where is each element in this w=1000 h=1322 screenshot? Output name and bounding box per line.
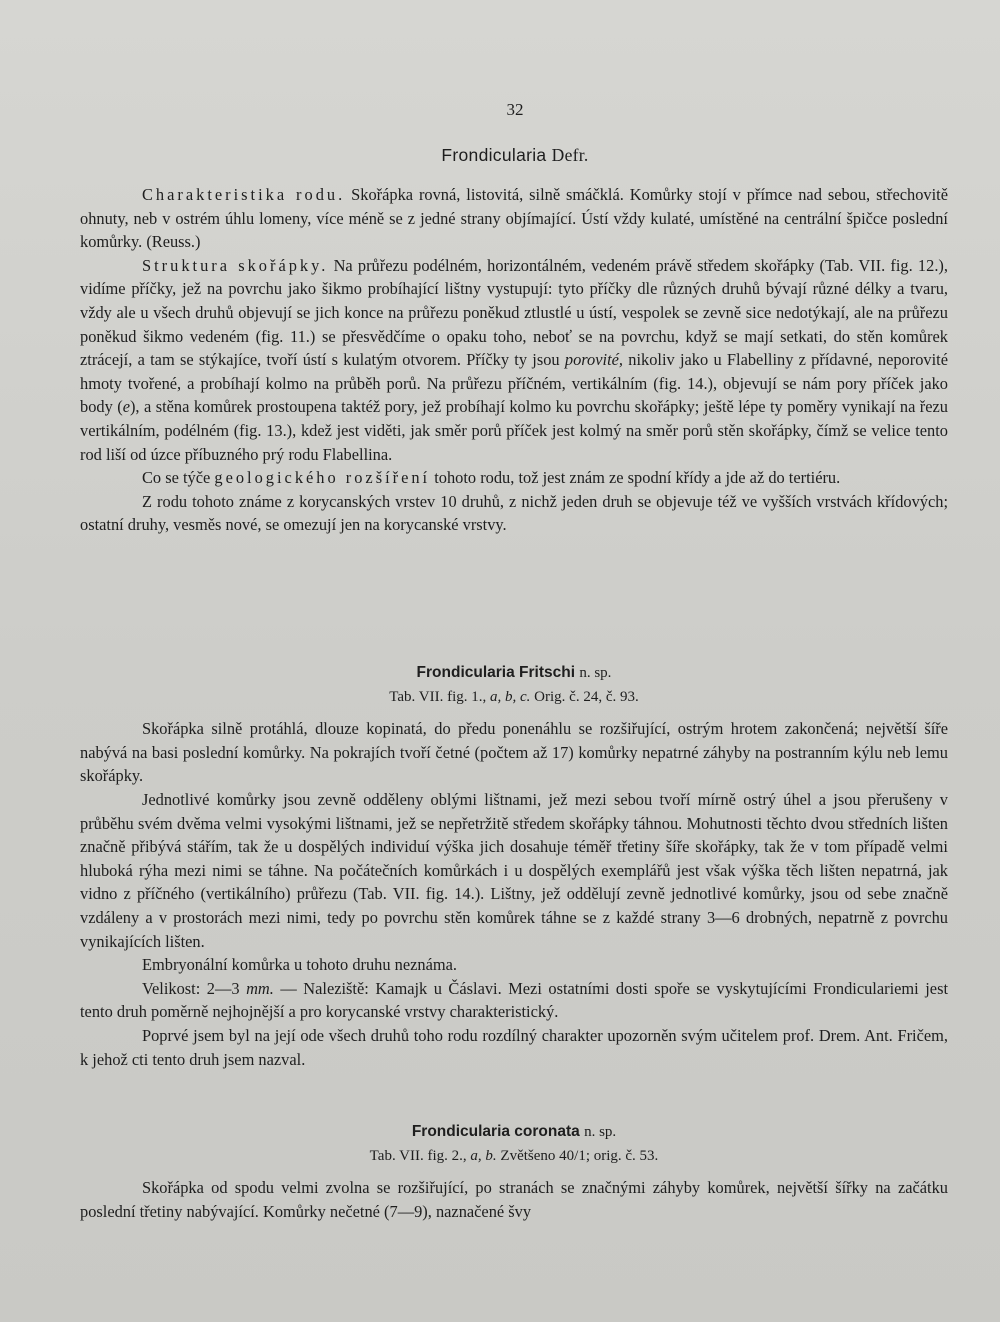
species-fritschi-reference [80,686,948,710]
species-coronata-reference [80,1145,948,1169]
text-structure-3: ), a stěna komůrek prostoupena taktéž pory, jež probíhají kolmo ku povrchu skořápky; ještě lépe ty poměry vynikají na řezu vertikálním, podélném (fig. 13.), kdež jest viděti, jak směr porů příček jest kolmý na směr porů stěn skořápky, čímž se velice tento rod liší od úzce příbuzného prý rodu Flabellina. [80,397,948,464]
text-structure-1: Na průřezu podélném, horizontálném, vedeném právě středem skořápky (Tab. VII. fig. 12.), vidíme příčky, jež na povrchu jako šikmo probíhající lištny vystupují: tyto příčky dle různých druhů bývají různé délky a tvaru, vždy ale u všech druhů objevují se jich konce na průřezu poněkud ztlustlé u ústí, vespolek se zevně sice nedotýkají, ale na průřezu poněkud šikmo vedeném (fig. 11.) se přesvědčíme o opaku toho, neboť se na povrchu, když se mají setkati, do stěn komůrek ztrácejí, a tam se stýkajíce, tvoří ústí s kulatým otvorem. Příčky ty jsou [80,255,948,370]
fritschi-paragraph-1: Skořápka silně protáhlá, dlouze kopinatá, do předu ponenáhlu se rozšiřující, ostrým hrotem zakončená; největší šíře nabývá na basi poslední komůrky. Na pokrajích tvoří četné (počtem až 17) komůrky nepatrné záhyby na postranním kýlu neb lemu skořápky. [80,719,948,786]
text-distribution-1: Co se týče [142,468,215,488]
size-unit: mm. [246,978,274,998]
paragraph-distribution [80,466,948,490]
ref-part-1: Tab. VII. fig. 1., [389,688,490,705]
paragraph-species-count: Z rodu tohoto známe z korycanských vrstev 10 druhů, z nichž jeden druh se objevuje též ve vyšších vrstvách křídových; ostatní druhy, vesměs nové, se omezují jen na korycanské vrstvy. [80,491,948,535]
species-coronata-section [80,1120,948,1223]
paragraph-characteristics [80,183,948,254]
genus-author: Defr. [551,145,589,165]
lead-characteristics: Charakteristika rodu. [142,185,346,204]
lead-distribution: geologického rozšíření [214,468,431,488]
text-structure-2: nikoliv jako u Flabelliny z přídavné, neporovité hmoty tvořené, a probíhají kolmo na průběh porů. Na průřezu příčném, vertikálním (fig. 14.), objevují se nám pory příček jako body ( [80,350,948,417]
genus-heading [0,145,1000,166]
text-characteristics: Skořápka rovná, listovitá, silně smáčklá. Komůrky stojí v přímce nad sebou, střechovitě ohnuty, neb v ostrém úhlu lomeny, více méně se z jedné strany objímající. Ústí vždy kulaté, umístěné na centrální špičce poslední komůrky. (Reuss.) [80,185,948,252]
species-coronata-title [80,1120,948,1145]
species-fritschi-section [80,661,948,1071]
paragraph-structure [80,254,948,466]
italic-porovite: porovité, [564,350,624,370]
italic-e: e [122,397,130,417]
text-distribution-2: tohoto rodu, tož jest znám ze spodní křídy a jde až do tertiéru. [430,468,841,488]
ref-part-2: Orig. č. 24, č. 93. [530,688,639,705]
ref-part-2: Zvětšeno 40/1; orig. č. 53. [496,1147,659,1164]
ref-italic: a, b, c. [490,688,531,705]
species-coronata-name: Frondicularia coronata [411,1123,580,1140]
species-coronata-author: n. sp. [584,1124,617,1140]
size-text-2: — Naleziště: Kamajk u Čáslavi. Mezi ostatními dosti spoře se vyskytujícími Frondiculariemi jest tento druh poměrně nejhojnější a pro korycanské vrstvy charakteristický. [80,978,949,1022]
species-fritschi-author: n. sp. [579,665,612,681]
species-fritschi-title [80,661,948,686]
lead-structure: Struktura skořápky. [142,255,329,275]
ref-italic: a, b. [470,1147,497,1164]
genus-name: Frondicularia [441,145,547,165]
genus-description [80,183,948,537]
fritschi-paragraph-naming: Poprvé jsem byl na její ode všech druhů toho rodu rozdílný charakter upozorněn svým učitelem prof. Drem. Ant. Fričem, k jehož cti tento druh jsem nazval. [80,1025,948,1069]
fritschi-paragraph-3: Embryonální komůrka u tohoto druhu neznáma. [142,955,457,975]
fritschi-paragraph-size [80,977,948,1024]
fritschi-paragraph-2: Jednotlivé komůrky jsou zevně odděleny oblými lištnami, jež mezi sebou tvoří mírně ostrý úhel a jsou přerušeny v průběhu svém dvěma velmi vysokými lištnami, jež se nepřetržitě středem skořápky táhnou. Mohutnosti těchto dvou středních lišten značně přibývá stářím, tak že u dospělých individuí výška jich dosahuje téměř třetiny šíře skořápky, tak že v tom případě velmi hluboká rýha mezi nimi se táhne. Na počátečních komůrkách i u dospělých exemplářů jest však výška těch lišten nepatrná, jak vidno z příčného (vertikálního) průřezu (Tab. VII. fig. 14.). Lištny, jež oddělují zevně jednotlivé komůrky, jsou od sebe značně vzdáleny a v prostorách mezi nimi, tedy po povrchu stěn komůrek táhne se z každé strany 3—6 drobných, nepatrně z povrchu vynikajících lišten. [80,789,948,951]
species-fritschi-name: Frondicularia Fritschi [416,664,576,681]
ref-part-1: Tab. VII. fig. 2., [369,1147,471,1164]
coronata-paragraph-1: Skořápka od spodu velmi zvolna se rozšiřující, po stranách se značnými záhyby komůrek, největší šířky na začátku poslední třetiny nabývající. Komůrky nečetné (7—9), naznačené švy [80,1178,948,1221]
size-text-1: Velikost: 2—3 [142,978,247,998]
page-number: 32 [506,100,524,119]
